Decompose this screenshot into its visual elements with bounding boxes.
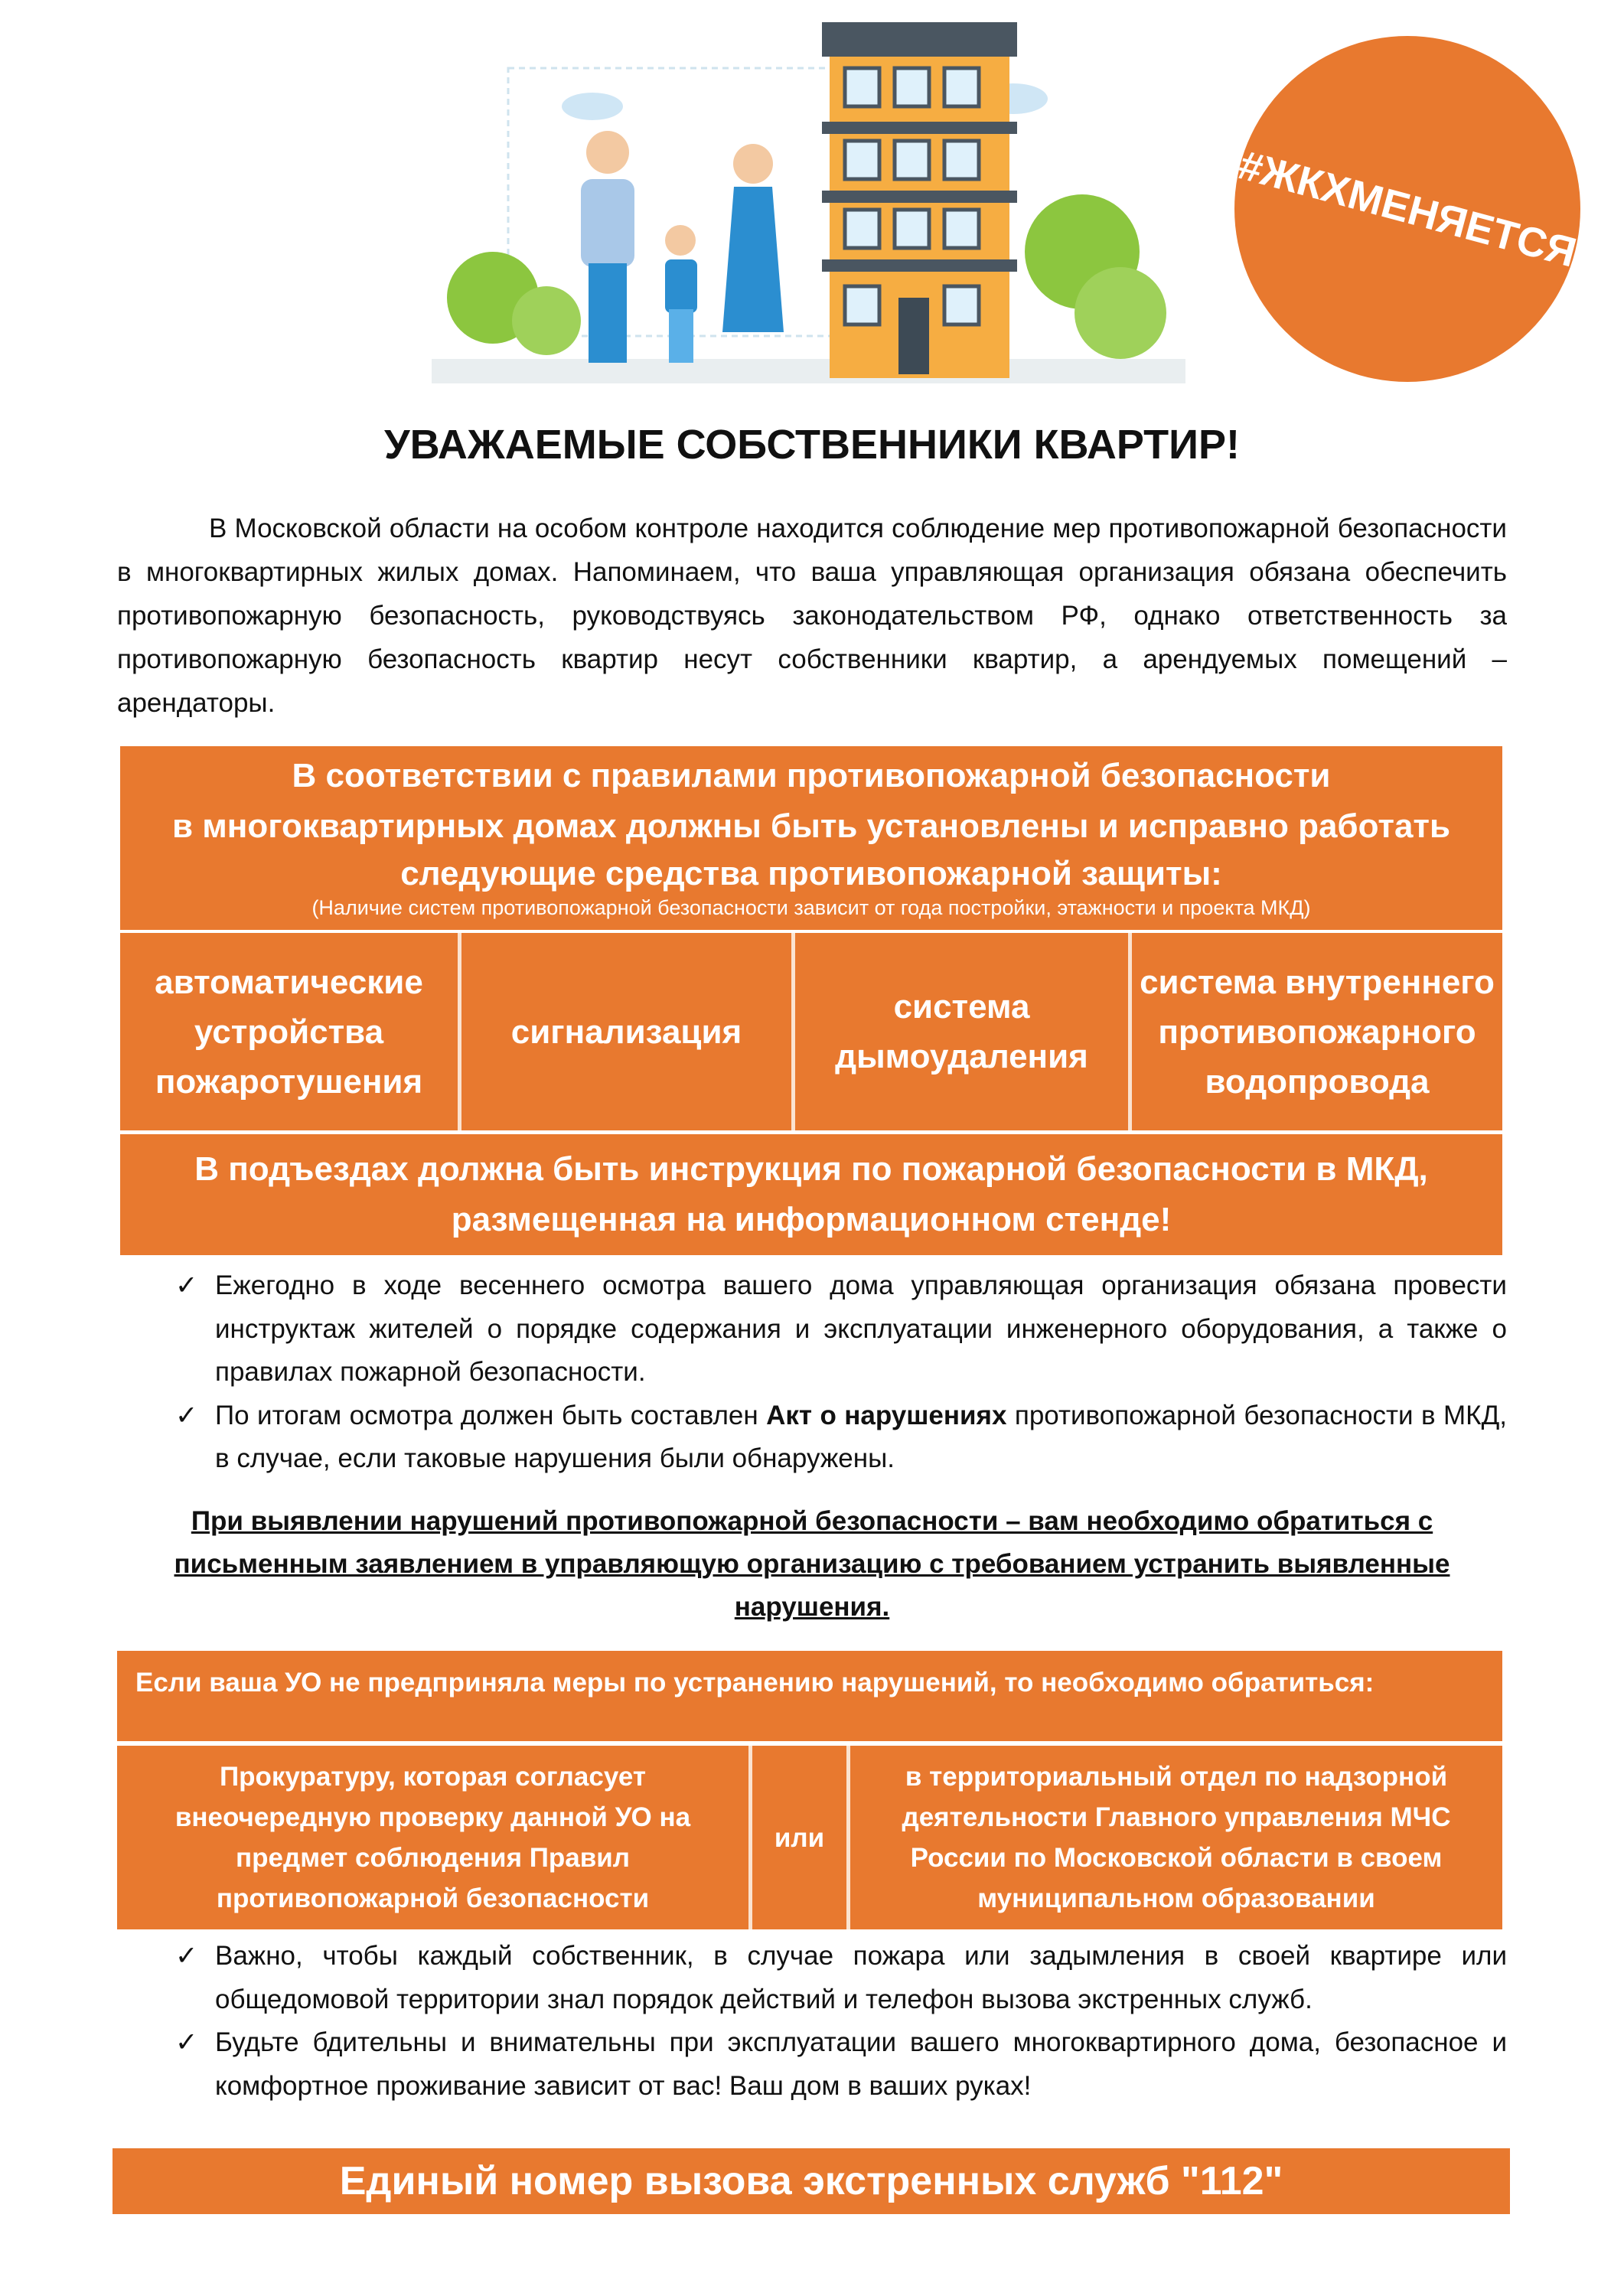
checklist-text: Важно, чтобы каждый собственник, в случае пожара или задымления в своей квартире или общедомовой территории знал порядок действий и телефон вызова экстренных служб.	[215, 1941, 1507, 2014]
checklist-text: По итогам осмотра должен быть составлен	[215, 1400, 767, 1430]
page-title: УВАЖАЕМЫЕ СОБСТВЕННИКИ КВАРТИР!	[384, 422, 1240, 468]
checklist-text: противопожарной безопасности в МКД, в случае, если таковые нарушения были обнаружены.	[215, 1400, 1507, 1473]
checklist-text: Ежегодно в ходе весеннего осмотра вашего дома управляющая организация обязана провести инструктаж жителей о порядке содержания и эксплуатации инженерного оборудования, а также о правилах пожарной безопасности.	[215, 1270, 1507, 1387]
hashtag-badge	[1234, 36, 1580, 382]
instruction-text: В подъездах должна быть инструкция по пожарной безопасности в МКД, размещенная на информационном стенде!	[194, 1150, 1428, 1238]
requirement-item: автоматические устройства пожаротушения	[120, 933, 458, 1130]
check-icon: ✓	[175, 1941, 198, 1971]
checklist-inspection	[175, 1264, 1507, 1481]
requirements-heading-line: в многоквартирных домах должны быть установлены и исправно работать	[171, 807, 1451, 845]
check-icon: ✓	[175, 1400, 198, 1430]
escalation-options-row	[117, 1746, 1502, 1929]
requirements-heading-box	[120, 746, 1502, 930]
requirements-note: (Наличие систем противопожарной безопасности зависит от года постройки, этажности и проекта МКД)	[311, 896, 1311, 919]
badge-text: #ЖКХМЕНЯЕТСЯ	[1234, 142, 1581, 276]
check-icon: ✓	[175, 1270, 198, 1300]
checklist-advice	[175, 1935, 1507, 2108]
requirements-items-row	[120, 933, 1502, 1130]
escalation-heading: Если ваша УО не предприняла меры по устранению нарушений, то необходимо обратиться:	[117, 1651, 1502, 1741]
intro-text: В Московской области на особом контроле находится соблюдение мер противопожарной безопасности в многоквартирных жилых домах. Напоминаем, что ваша управляющая организация обязана обеспечить противопожарную безопасность, руководствуясь законодательством РФ, однако ответственность за противопожарную безопасность квартир несут собственники квартир, а арендуемых помещений – арендаторы.	[117, 514, 1507, 718]
requirement-item: система дымоудаления	[795, 933, 1128, 1130]
requirements-heading-line: В соответствии с правилами противопожарной безопасности	[292, 757, 1331, 794]
option-or: или	[752, 1746, 846, 1929]
checklist-item	[175, 1394, 1507, 1481]
option-prosecutor: Прокуратуру, которая согласует внеочередную проверку данной УО на предмет соблюдения Правил противопожарной безопасности	[117, 1746, 748, 1929]
checklist-text: Будьте бдительны и внимательны при эксплуатации вашего многоквартирного дома, безопасное и комфортное проживание зависит от вас! Ваш дом в ваших руках!	[215, 2027, 1507, 2101]
intro-paragraph	[117, 507, 1507, 725]
emergency-number-text: Единый номер вызова экстренных служб "112"	[339, 2159, 1283, 2203]
emergency-number-banner	[113, 2148, 1510, 2214]
family-house-illustration	[432, 22, 1185, 383]
violation-warning: При выявлении нарушений противопожарной безопасности – вам необходимо обратиться с письменным заявлением в управляющую организацию с требованием устранить выявленные нарушения.	[174, 1506, 1450, 1622]
checklist-item	[175, 2021, 1507, 2108]
checklist-item	[175, 1935, 1507, 2021]
requirements-heading-line: следующие средства противопожарной защиты:	[400, 855, 1222, 892]
option-mchs: в территориальный отдел по надзорной деятельности Главного управления МЧС России по Московской области в своем муниципальном образовании	[850, 1746, 1502, 1929]
act-emphasis: Акт о нарушениях	[766, 1400, 1007, 1430]
checklist-item	[175, 1264, 1507, 1394]
requirement-item: система внутреннего противопожарного водопровода	[1132, 933, 1502, 1130]
check-icon: ✓	[175, 2027, 198, 2057]
instruction-box	[120, 1134, 1502, 1255]
requirement-item: сигнализация	[461, 933, 791, 1130]
